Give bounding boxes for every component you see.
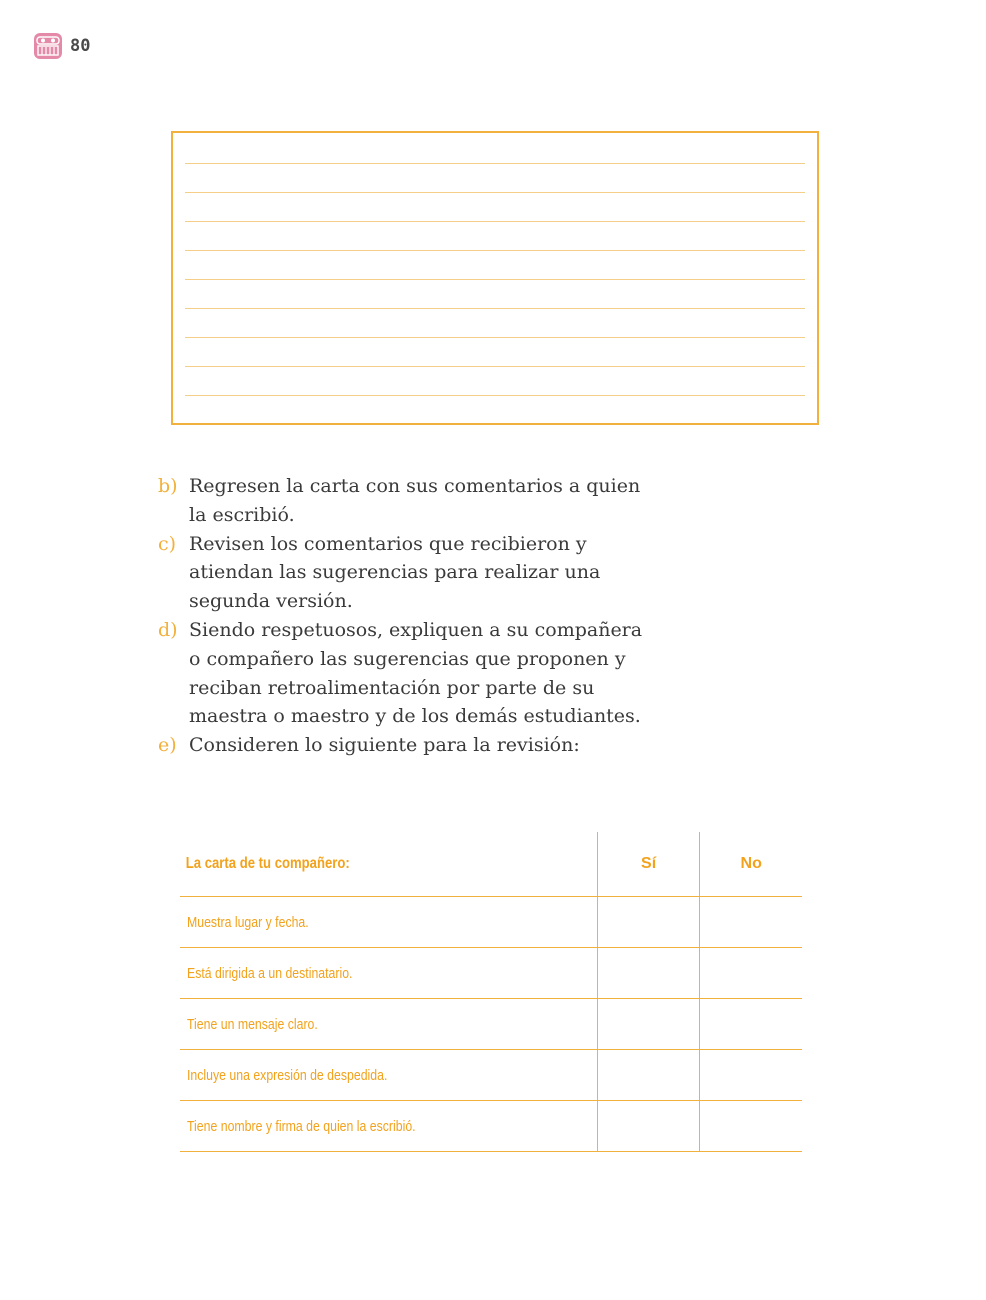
yes-checkbox-cell[interactable] [597,1101,700,1152]
criterion-text: Muestra lugar y fecha. [187,913,309,931]
writing-line [185,308,805,309]
item-text: Revisen los comentarios que recibieron y atiendan las sugerencias para realizar una segunda versión. [189,532,601,613]
no-checkbox-cell[interactable] [700,1101,802,1152]
criterion-cell [180,999,597,1050]
instruction-list [158,472,658,760]
no-header: No [700,832,802,897]
criterion-text: Tiene un mensaje claro. [187,1015,318,1033]
yes-checkbox-cell[interactable] [597,948,700,999]
criterion-cell [180,948,597,999]
instruction-item [158,530,658,616]
criterion-header: La carta de tu compañero: [180,832,522,897]
writing-line [185,250,805,251]
item-letter: d) [158,618,178,641]
instruction-item [158,472,658,530]
no-checkbox-cell[interactable] [700,948,802,999]
no-checkbox-cell[interactable] [700,999,802,1050]
writing-line [185,192,805,193]
item-letter: e) [158,734,177,757]
item-letter: c) [158,532,177,555]
table-row [180,948,802,999]
criterion-text: Incluye una expresión de despedida. [187,1066,388,1084]
yes-header: Sí [597,832,700,897]
yes-checkbox-cell[interactable] [597,1050,700,1101]
table-row [180,999,802,1050]
yes-checkbox-cell[interactable] [597,999,700,1050]
writing-line [185,366,805,367]
writing-line [185,337,805,338]
table-row [180,897,802,948]
yes-checkbox-cell[interactable] [597,897,700,948]
item-letter: b) [158,475,178,497]
table-row [180,1050,802,1101]
review-checklist-table [180,832,802,1152]
no-checkbox-cell[interactable] [700,897,802,948]
item-text: Regresen la carta con sus comentarios a quien la escribió. [189,475,641,526]
book-icon [34,33,62,59]
page-header [34,32,90,60]
item-text: Siendo respetuosos, expliquen a su compañera o compañero las sugerencias que proponen y reciban retroalimentación por parte de su maestra o maestro y de los demás estudiantes. [189,618,643,728]
writing-line [185,221,805,222]
item-text: Consideren lo siguiente para la revisión: [189,734,580,757]
writing-line [185,395,805,396]
page-number: 80 [70,36,91,56]
table-header-row [180,832,802,897]
criterion-cell [180,1101,597,1152]
writing-area[interactable] [171,131,819,425]
criterion-cell [180,1050,597,1101]
criterion-text: Está dirigida a un destinatario. [187,964,353,982]
table-row [180,1101,802,1152]
instruction-item [158,731,658,760]
instruction-item [158,616,658,731]
criterion-cell [180,897,597,948]
criterion-text: Tiene nombre y firma de quien la escribió. [187,1117,416,1135]
writing-line [185,163,805,164]
writing-line [185,279,805,280]
no-checkbox-cell[interactable] [700,1050,802,1101]
